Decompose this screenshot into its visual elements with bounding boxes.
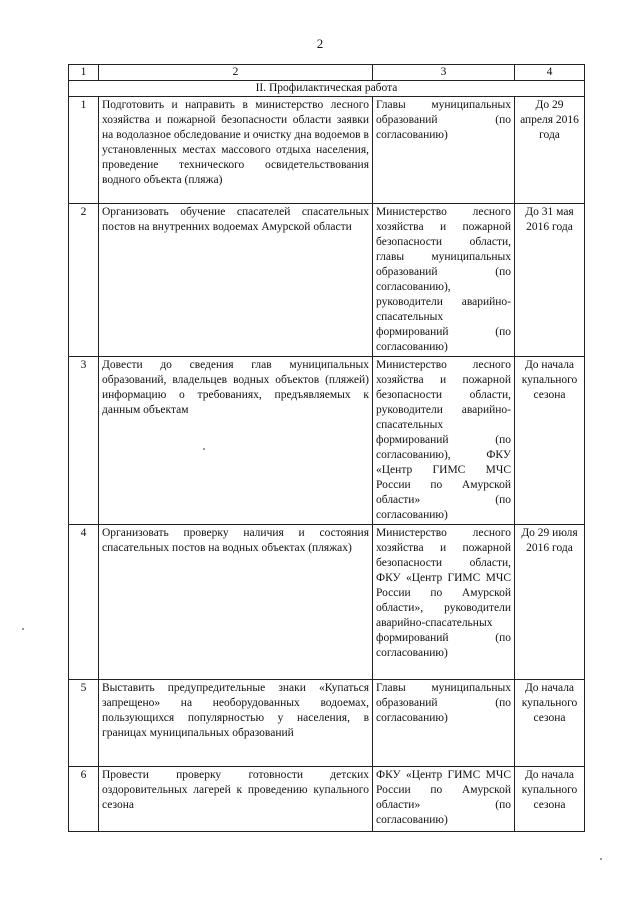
table-row [69,767,585,832]
row-responsible: ФКУ «Центр ГИМС МЧС России по Амурской области» (по согласованию) [373,767,515,832]
section-row [69,81,585,97]
table-row [69,97,585,204]
row-task: Подготовить и направить в министерство лесного хозяйства и пожарной безопасности области заявки на водолазное обследование и очистку дна водоемов в установленных местах массового отдыха населения, проведение технического освидетельствования водного объекта (пляжа) [99,97,373,204]
section-title: II. Профилактическая работа [69,81,585,97]
row-task: Организовать проверку наличия и состояния спасательных постов на водных объектах (пляжах) [99,525,373,680]
column-number-row [69,65,585,81]
page-number: 2 [316,36,324,51]
row-term: До начала купального сезона [515,680,585,767]
row-number: 1 [69,97,99,204]
row-number: 3 [69,357,99,525]
row-term: До 29 июля 2016 года [515,525,585,680]
row-task: Провести проверку готовности детских оздоровительных лагерей к проведению купального сезона [99,767,373,832]
table-row [69,525,585,680]
row-number: 6 [69,767,99,832]
scan-speck [22,628,24,630]
activity-plan-table [68,64,585,832]
row-term: До 31 мая 2016 года [515,204,585,357]
table-row [69,357,585,525]
column-number-3: 3 [373,65,515,81]
table-row [69,680,585,767]
row-term: До начала купального сезона [515,357,585,525]
column-number-4: 4 [515,65,585,81]
column-number-1: 1 [69,65,99,81]
row-term: До начала купального сезона [515,767,585,832]
row-task: Довести до сведения глав муниципальных образований, владельцев водных объектов (пляжей) информацию о требованиях, предъявляемых к данным объектам [99,357,373,525]
table-row [69,204,585,357]
row-responsible: Министерство лесного хозяйства и пожарной безопасности области, ФКУ «Центр ГИМС МЧС России по Амурской области», руководители аварийно-спасательных формирований (по согласованию) [373,525,515,680]
row-number: 5 [69,680,99,767]
row-task: Выставить предупредительные знаки «Купаться запрещено» на необорудованных водоемах, пользующихся популярностью у населения, в границах муниципальных образований [99,680,373,767]
row-responsible: Министерство лесного хозяйства и пожарной безопасности области, главы муниципальных образований (по согласованию), руководители аварийно-спасательных формирований (по согласованию) [373,204,515,357]
row-term: До 29 апреля 2016 года [515,97,585,204]
row-number: 4 [69,525,99,680]
row-task: Организовать обучение спасателей спасательных постов на внутренних водоемах Амурской области [99,204,373,357]
row-responsible: Главы муниципальных образований (по согласованию) [373,97,515,204]
row-responsible: Главы муниципальных образований (по согласованию) [373,680,515,767]
row-responsible: Министерство лесного хозяйства и пожарной безопасности области, руководители аварийно-спасательных формирований (по согласованию), ФКУ «Центр ГИМС МЧС России по Амурской области» (по согласованию) [373,357,515,525]
scan-speck [203,448,205,450]
column-number-2: 2 [99,65,373,81]
scan-speck [600,858,602,860]
row-number: 2 [69,204,99,357]
